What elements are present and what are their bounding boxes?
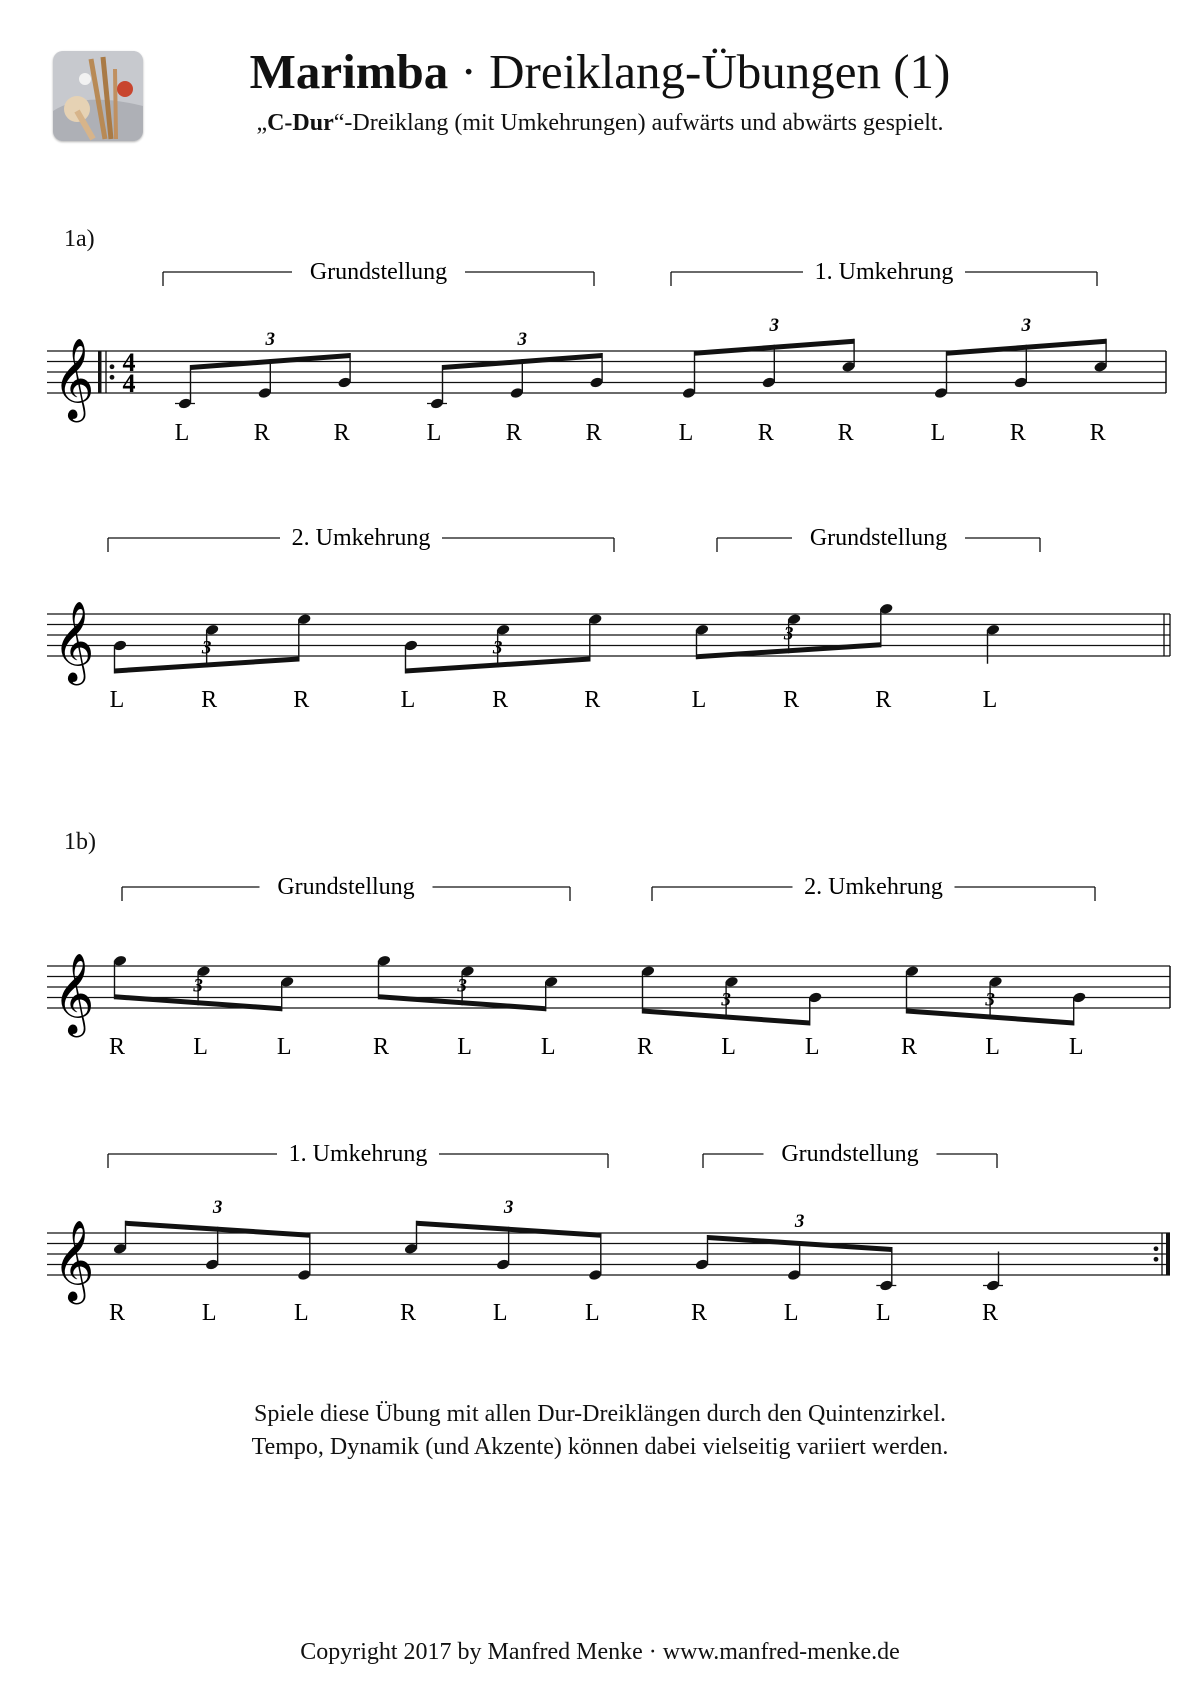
tuplet-number: 3	[517, 329, 528, 350]
sticking-letter: L	[109, 687, 125, 713]
sticking-letter: R	[201, 687, 218, 713]
treble-clef-icon: 𝄞	[53, 341, 95, 418]
sticking-letter: L	[492, 1300, 508, 1326]
title-rest: · Dreiklang-Übungen (1)	[448, 44, 951, 99]
sticking-letter: R	[372, 1034, 390, 1060]
sticking-letter: L	[276, 1034, 292, 1060]
sticking-letter: L	[174, 420, 190, 446]
sticking-letter: L	[678, 420, 694, 446]
practice-note-line-2: Tempo, Dynamik (und Akzente) können dabei vielseitig variiert werden.	[251, 1434, 949, 1460]
sticking-letter: R	[690, 1300, 708, 1326]
tuplet-number: 3	[201, 637, 212, 659]
sticking-letter: L	[1068, 1034, 1084, 1060]
sticking-letter: R	[333, 420, 350, 446]
sticking-letter: L	[875, 1300, 891, 1326]
sticking-letter: L	[783, 1300, 799, 1326]
sticking-letter: L	[540, 1034, 556, 1060]
bracket-label: 2. Umkehrung	[291, 525, 431, 551]
tuplet-number: 3	[212, 1196, 223, 1218]
sticking-letter: R	[837, 420, 854, 446]
sticking-letter: L	[457, 1034, 472, 1060]
repeat-end-thick-bar	[1166, 1233, 1170, 1275]
sticking-letter: L	[426, 420, 442, 446]
sticking-letter: R	[108, 1300, 126, 1326]
tuplet-number: 3	[492, 637, 503, 659]
tuplet-number: 3	[265, 329, 276, 350]
time-signature-denominator: 4	[122, 369, 136, 398]
bracket-label: Grundstellung	[809, 525, 948, 551]
sticking-letter: R	[505, 420, 522, 446]
sticking-letter: L	[985, 1034, 1000, 1060]
sticking-letter: L	[584, 1300, 600, 1326]
bracket-label: Grundstellung	[277, 874, 415, 900]
title-bold: Marimba	[249, 44, 449, 99]
sticking-letter: R	[399, 1300, 417, 1326]
sticking-letter: R	[981, 1300, 999, 1326]
tuplet-number: 3	[193, 975, 203, 997]
tuplet-number: 3	[457, 975, 467, 997]
bracket-label: Grundstellung	[309, 259, 448, 285]
bracket-label: 1. Umkehrung	[814, 259, 954, 285]
sticking-letter: R	[585, 420, 602, 446]
bracket-label: Grundstellung	[781, 1141, 919, 1167]
sticking-letter: R	[636, 1034, 654, 1060]
bracket-label: 2. Umkehrung	[804, 874, 943, 900]
tuplet-number: 3	[1021, 314, 1032, 336]
sticking-letter: L	[691, 687, 707, 713]
repeat-dot	[110, 375, 115, 380]
subtitle-key: C-Dur	[267, 110, 334, 136]
sticking-letter: L	[721, 1034, 736, 1060]
sticking-letter: L	[293, 1300, 309, 1326]
sticking-letter: L	[193, 1034, 208, 1060]
tuplet-number: 3	[985, 989, 995, 1011]
sticking-letter: R	[253, 420, 270, 446]
sticking-letter: L	[930, 420, 946, 446]
sticking-letter: L	[400, 687, 416, 713]
repeat-start-thick-bar	[98, 351, 102, 393]
subtitle-rest: “-Dreiklang (mit Umkehrungen) aufwärts und abwärts gespielt.	[333, 110, 944, 136]
exercise-label-1b: 1b)	[64, 829, 96, 855]
treble-clef-icon: 𝄞	[53, 604, 95, 681]
sticking-letter: R	[757, 420, 774, 446]
sticking-letter: R	[783, 687, 800, 713]
sticking-letter: R	[900, 1034, 918, 1060]
repeat-dot	[1154, 1246, 1159, 1251]
sticking-letter: R	[584, 687, 601, 713]
practice-note-line-1: Spiele diese Übung mit allen Dur-Dreiklängen durch den Quintenzirkel.	[254, 1401, 946, 1427]
repeat-dot	[1154, 1257, 1159, 1262]
treble-clef-icon: 𝄞	[53, 956, 95, 1033]
copyright: Copyright 2017 by Manfred Menke · www.manfred-menke.de	[300, 1639, 900, 1665]
sticking-letter: R	[492, 687, 509, 713]
repeat-dot	[110, 364, 115, 369]
tuplet-number: 3	[794, 1211, 805, 1232]
bracket-label: 1. Umkehrung	[288, 1141, 428, 1167]
sticking-letter: L	[804, 1034, 820, 1060]
time-signature-numerator: 4	[122, 348, 136, 377]
sticking-letter: R	[1009, 420, 1026, 446]
tuplet-number: 3	[769, 314, 780, 336]
sticking-letter: R	[293, 687, 310, 713]
tuplet-number: 3	[503, 1196, 514, 1218]
sticking-letter: R	[108, 1034, 126, 1060]
tuplet-number: 3	[783, 623, 794, 645]
subtitle-open-quote: „	[256, 110, 268, 136]
sticking-letter: R	[1089, 420, 1106, 446]
sticking-letter: L	[982, 687, 998, 713]
sticking-letter: L	[201, 1300, 217, 1326]
exercise-label-1a: 1a)	[64, 226, 95, 252]
treble-clef-icon: 𝄞	[53, 1223, 95, 1300]
sticking-letter: R	[875, 687, 892, 713]
tuplet-number: 3	[721, 989, 731, 1011]
